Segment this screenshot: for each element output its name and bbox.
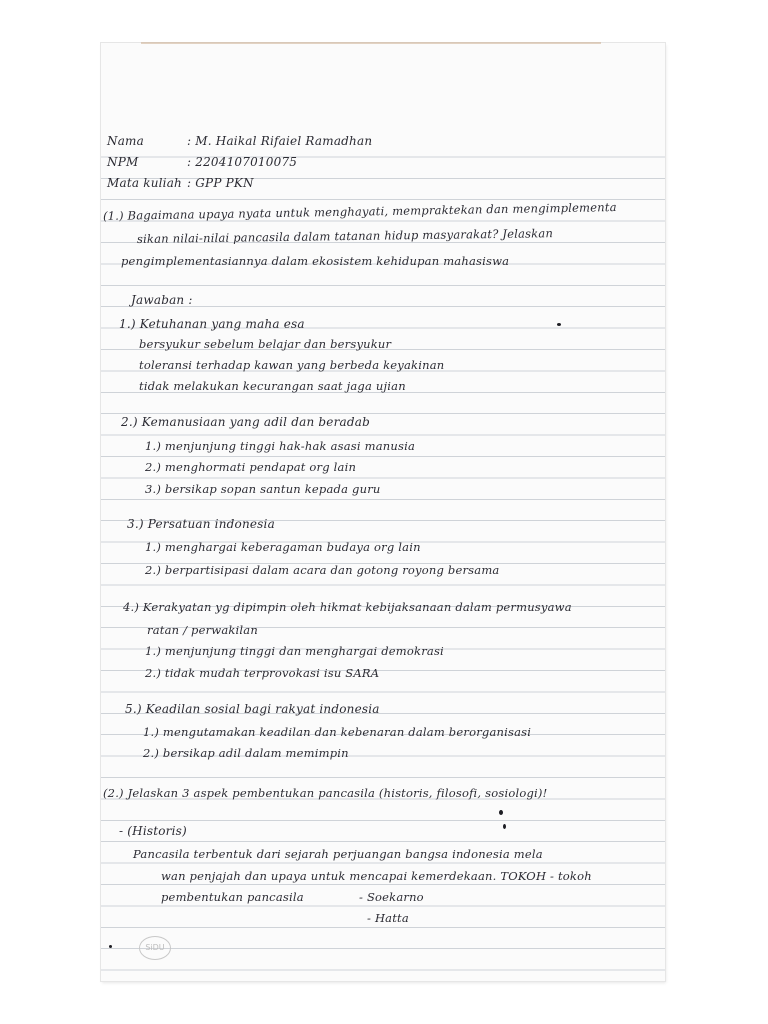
sila3-title: 3.) Persatuan indonesia: [127, 517, 275, 531]
npm-label: NPM: [107, 155, 139, 169]
sila3-item: 1.) menghargai keberagaman budaya org lain: [145, 540, 421, 554]
sila2-item: 2.) menghormati pendapat org lain: [145, 460, 357, 474]
historis-label: - (Historis): [119, 824, 187, 838]
ink-dot: [557, 323, 561, 326]
name-value: : M. Haikal Rifaiel Ramadhan: [187, 134, 373, 148]
ink-dot: [503, 824, 506, 829]
sila4-item: 2.) tidak mudah terprovokasi isu SARA: [145, 666, 380, 680]
sila2-item: 3.) bersikap sopan santun kepada guru: [145, 482, 381, 496]
paper-top-edge: [141, 42, 601, 44]
sila1-item: tidak melakukan kecurangan saat jaga ujian: [139, 379, 406, 393]
npm-value: : 2204107010075: [187, 155, 298, 169]
question1-line-3: pengimplementasiannya dalam ekosistem kehidupan mahasiswa: [121, 254, 510, 268]
sila4-title: 4.) Kerakyatan yg dipimpin oleh hikmat kebijaksanaan dalam permusyawa: [123, 600, 572, 614]
question2-line: (2.) Jelaskan 3 aspek pembentukan pancasila (historis, filosofi, sosiologi)!: [103, 786, 548, 800]
sila1-item: bersyukur sebelum belajar dan bersyukur: [139, 337, 392, 351]
paper-brand-logo: SiDU: [139, 936, 171, 960]
sila2-title: 2.) Kemanusiaan yang adil dan beradab: [121, 415, 370, 429]
sila3-item: 2.) berpartisipasi dalam acara dan gotong royong bersama: [145, 563, 500, 577]
notebook-page: [101, 43, 665, 981]
sila1-item: toleransi terhadap kawan yang berbeda keyakinan: [139, 358, 445, 372]
figure-name: - Hatta: [367, 911, 409, 925]
course-label: Mata kuliah: [107, 176, 182, 190]
question1-line-1: (1.) Bagaimana upaya nyata untuk menghayati, mempraktekan dan mengimplementa: [102, 200, 617, 223]
name-label: Nama: [107, 134, 144, 148]
answer-label: Jawaban :: [131, 293, 193, 307]
question2-answer-line: pembentukan pancasila: [161, 890, 304, 904]
question2-answer-line: wan penjajah dan upaya untuk mencapai kemerdekaan. TOKOH - tokoh: [161, 869, 592, 883]
sila5-title: 5.) Keadilan sosial bagi rakyat indonesia: [125, 702, 380, 716]
sila4-item: 1.) menjunjung tinggi dan menghargai demokrasi: [145, 644, 444, 658]
sila1-title: 1.) Ketuhanan yang maha esa: [119, 317, 305, 331]
sila5-item: 1.) mengutamakan keadilan dan kebenaran dalam berorganisasi: [143, 725, 532, 739]
question1-line-2: sikan nilai-nilai pancasila dalam tatanan hidup masyarakat? Jelaskan: [136, 226, 554, 246]
figure-name: - Soekarno: [359, 890, 424, 904]
sila4-title-cont: ratan / perwakilan: [147, 623, 258, 637]
course-value: : GPP PKN: [187, 176, 254, 190]
sila2-item: 1.) menjunjung tinggi hak-hak asasi manusia: [145, 439, 416, 453]
sila5-item: 2.) bersikap adil dalam memimpin: [143, 746, 349, 760]
ink-dot: [499, 810, 503, 815]
blank-header-area: [101, 43, 665, 136]
question2-answer-line: Pancasila terbentuk dari sejarah perjuangan bangsa indonesia mela: [133, 847, 543, 861]
ink-dot: [109, 945, 112, 948]
